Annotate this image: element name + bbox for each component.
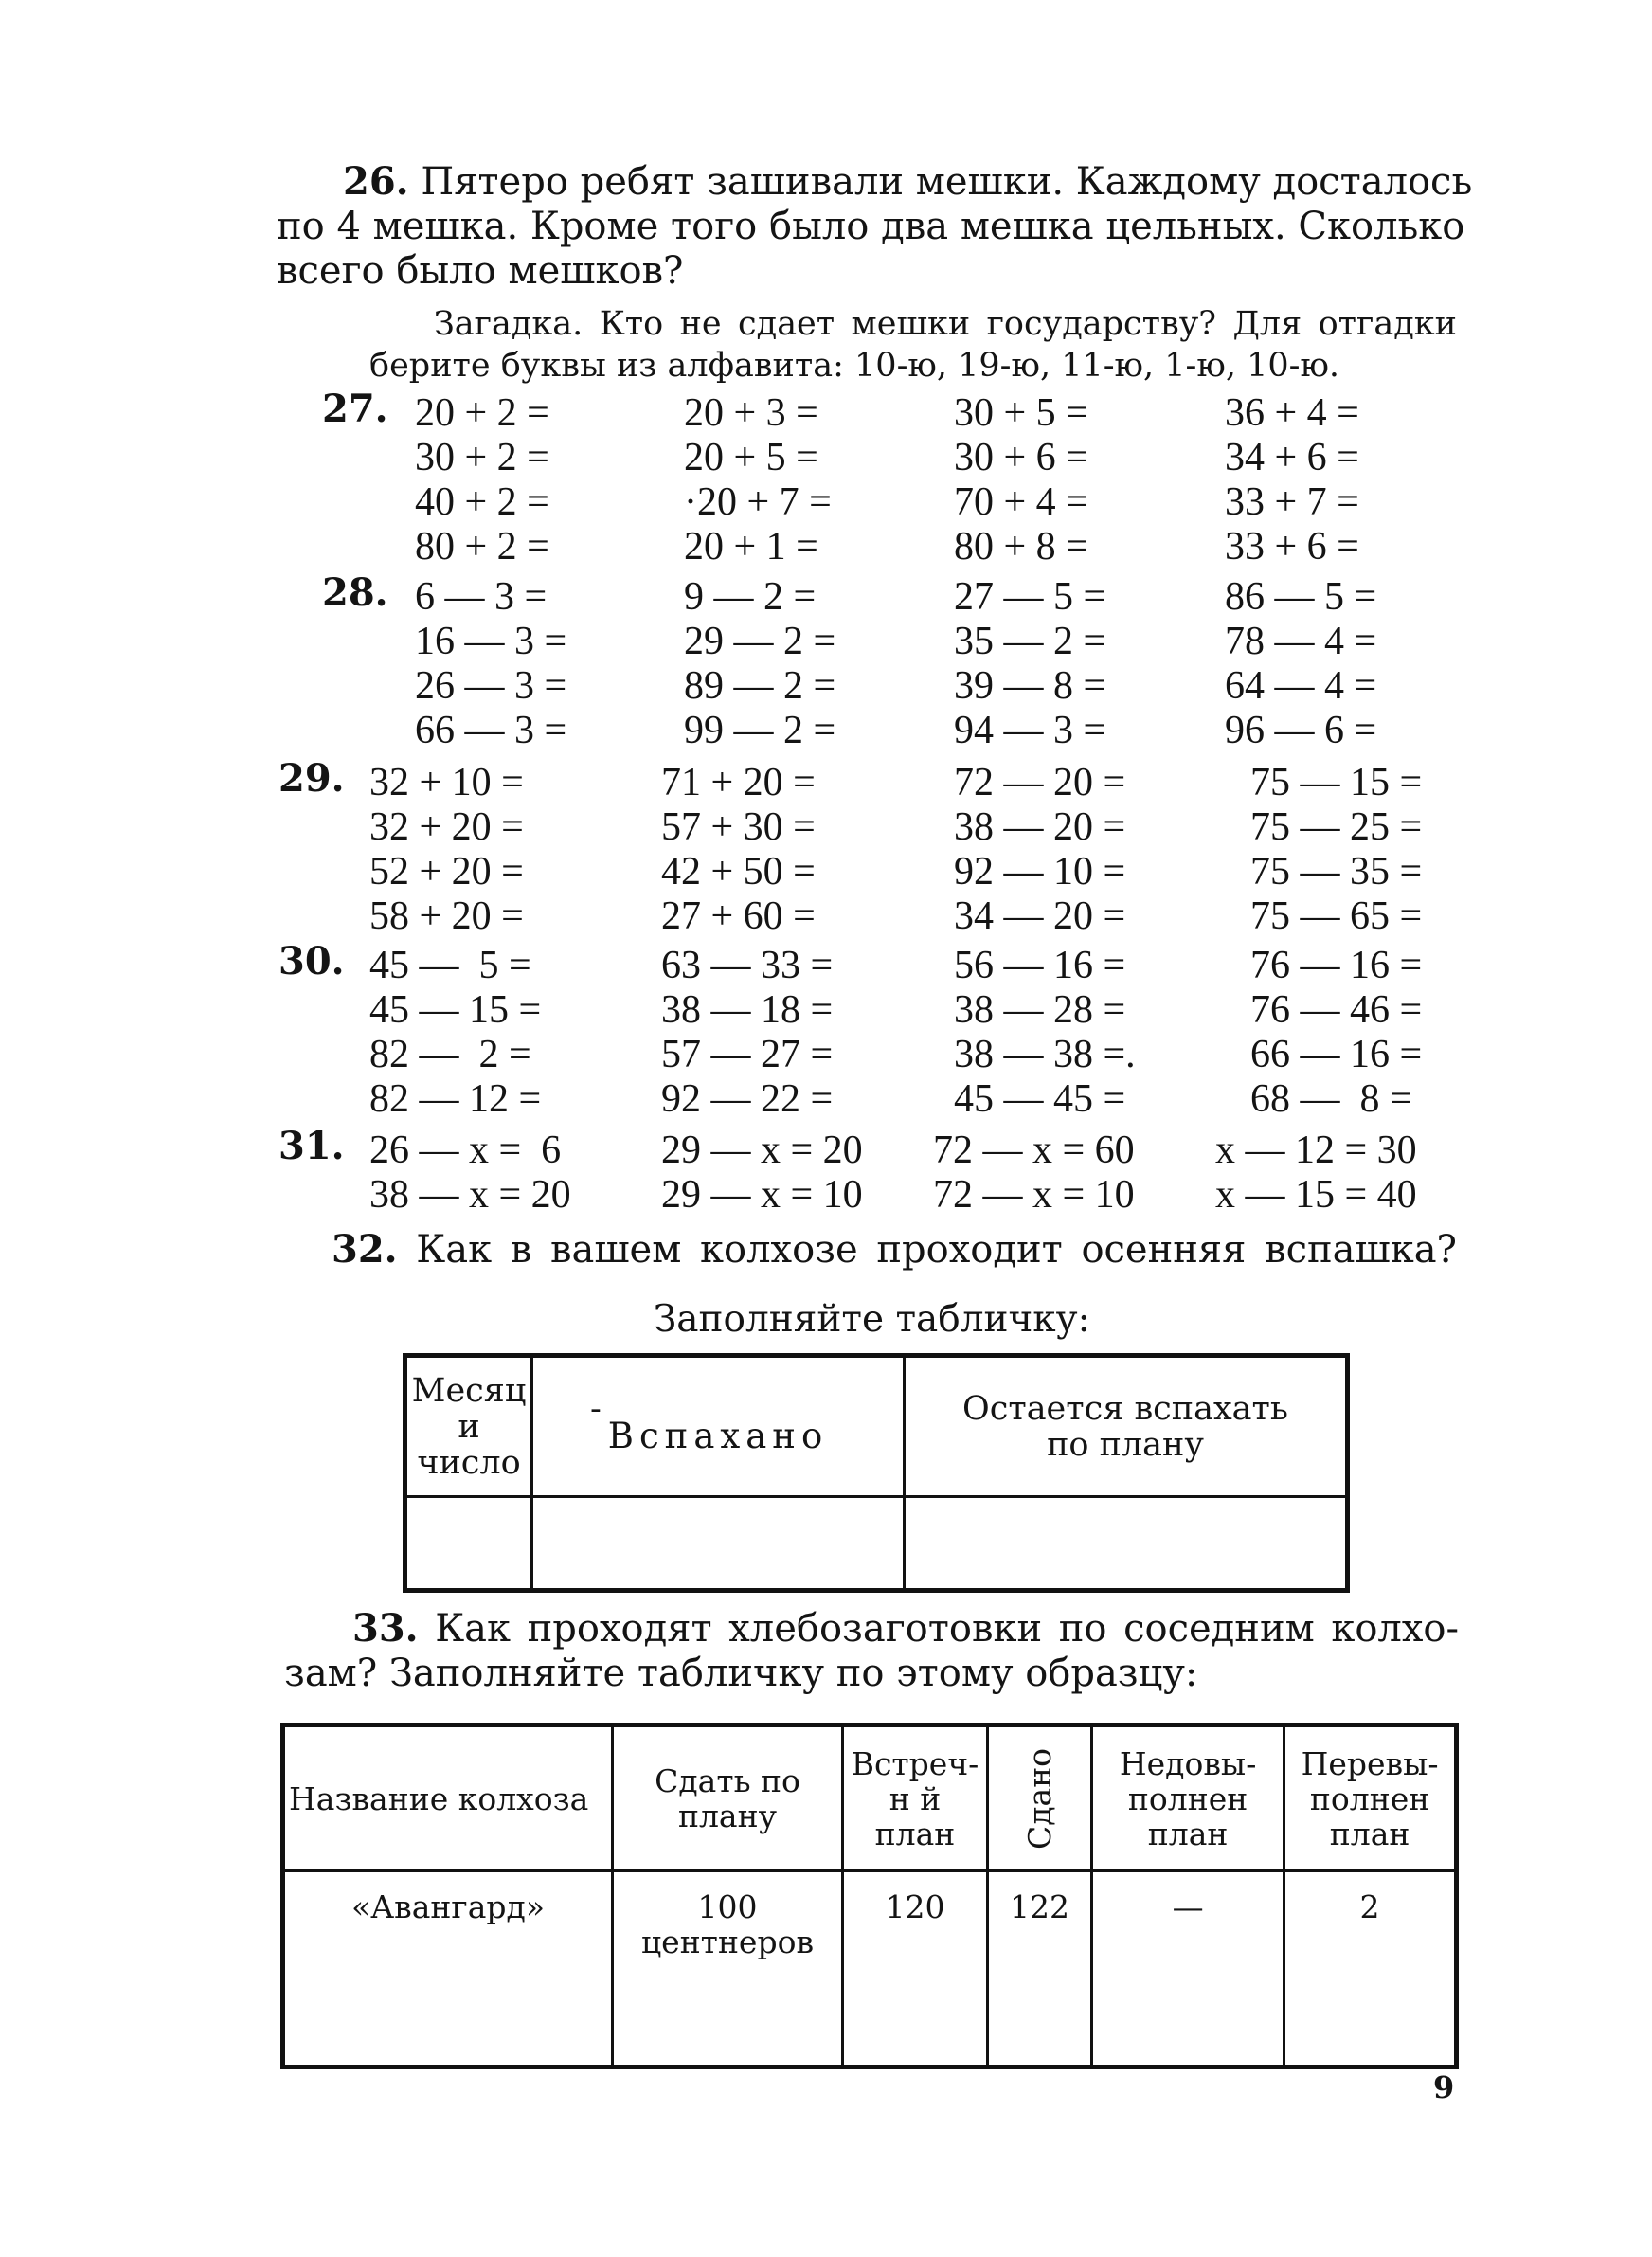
equation: x — 15 = 40 — [1215, 1173, 1417, 1217]
equation: 72 — 20 = — [954, 761, 1126, 804]
header-handed-in: Сдано — [988, 1725, 1092, 1871]
fill-table-label: Заполняйте табличку: — [654, 1298, 1090, 1341]
exercise-33-line-1: 33. Как проходят хлебозаготовки по соседним колхо- — [352, 1606, 1459, 1651]
exercise-number: 33. — [352, 1606, 419, 1651]
exercise-number: 26. — [343, 159, 409, 204]
exercise-32-line: 32. Как в вашем колхозе проходит осенняя вспашка? — [332, 1227, 1457, 1272]
equation: 26 — x = 6 — [369, 1128, 562, 1172]
equation: 66 — 3 = — [415, 709, 567, 752]
equation: 32 + 20 = — [369, 805, 524, 849]
equation: 36 + 4 = — [1225, 391, 1359, 435]
equation: 38 — 38 =. — [954, 1033, 1136, 1076]
equation: 72 — x = 10 — [933, 1173, 1135, 1217]
header-underfulfilled: Недовы- полнен план — [1092, 1725, 1284, 1871]
equation: 45 — 15 = — [369, 988, 542, 1032]
equation: 34 — 20 = — [954, 894, 1126, 938]
equation: 6 — 3 = — [415, 575, 548, 619]
header-overfulfilled: Перевы- полнен план — [1284, 1725, 1457, 1871]
equation: 27 + 60 = — [661, 894, 816, 938]
equation: 94 — 3 = — [954, 709, 1106, 752]
equation: 29 — 2 = — [684, 620, 836, 663]
exercise-number: 30. — [278, 939, 345, 984]
header-plan: Сдать по плану — [613, 1725, 843, 1871]
exercise-32 — [332, 1227, 1457, 1273]
equation: 82 — 2 = — [369, 1033, 531, 1076]
equation: 76 — 46 = — [1250, 988, 1423, 1032]
equation: 45 — 5 = — [369, 944, 531, 987]
exercise-number: 32. — [332, 1227, 398, 1272]
equation: 75 — 35 = — [1250, 850, 1423, 894]
equation: 56 — 16 = — [954, 944, 1126, 987]
table-row — [283, 1871, 1457, 2067]
exercise-33-line-2: зам? Заполняйте табличку по этому образцу: — [284, 1652, 1198, 1695]
exercise-26-line-3: всего было мешков? — [277, 249, 684, 293]
equation: 57 — 27 = — [661, 1033, 834, 1076]
exercise-26 — [277, 159, 1473, 294]
equation: 75 — 25 = — [1250, 805, 1423, 849]
equation: 38 — 18 = — [661, 988, 834, 1032]
equation: 92 — 10 = — [954, 850, 1126, 894]
cell-underfulfilled: — — [1092, 1871, 1284, 2067]
equation: 30 + 2 = — [415, 436, 549, 479]
equation: 82 — 12 = — [369, 1077, 542, 1121]
cell-counter-plan: 120 — [843, 1871, 988, 2067]
exercise-33 — [284, 1606, 1459, 1696]
equation: 96 — 6 = — [1225, 709, 1377, 752]
equation: 39 — 8 = — [954, 664, 1106, 708]
cell-kolkhoz-name: «Авангард» — [283, 1871, 613, 2067]
equation: 34 + 6 = — [1225, 436, 1359, 479]
exercise-number: 27. — [322, 387, 388, 431]
page-number: 9 — [1433, 2069, 1455, 2105]
ploughing-table — [403, 1353, 1350, 1593]
exercise-26-line-1: 26. Пятеро ребят зашивали мешки. Каждому досталось — [343, 159, 1473, 204]
equation: 71 + 20 = — [661, 761, 816, 804]
equation: 29 — x = 20 — [661, 1128, 863, 1172]
equation: 99 — 2 = — [684, 709, 836, 752]
empty-cell[interactable] — [405, 1497, 532, 1591]
header-kolkhoz-name: Название колхоза — [283, 1725, 613, 1871]
equation: 38 — x = 20 — [369, 1173, 571, 1217]
equation: 86 — 5 = — [1225, 575, 1377, 619]
empty-cell[interactable] — [905, 1497, 1348, 1591]
cell-handed-in: 122 — [988, 1871, 1092, 2067]
equation: 29 — x = 10 — [661, 1173, 863, 1217]
cell-plan: 100 центнеров — [613, 1871, 843, 2067]
header-ploughed: - Вспахано — [532, 1356, 905, 1497]
equation: 33 + 7 = — [1225, 480, 1359, 524]
riddle-line-1: Загадка. Кто не сдает мешки государству? Для отгадки — [434, 305, 1457, 343]
cell-overfulfilled: 2 — [1284, 1871, 1457, 2067]
exercise-number: 29. — [278, 756, 345, 801]
equation: 9 — 2 = — [684, 575, 817, 619]
equation: 38 — 28 = — [954, 988, 1126, 1032]
equation: 75 — 15 = — [1250, 761, 1423, 804]
grain-procurement-table — [280, 1723, 1459, 2069]
equation: 20 + 1 = — [684, 525, 818, 569]
equation: 68 — 8 = — [1250, 1077, 1412, 1121]
equation: 30 + 5 = — [954, 391, 1088, 435]
equation: 78 — 4 = — [1225, 620, 1377, 663]
equation: 26 — 3 = — [415, 664, 567, 708]
equation: 80 + 2 = — [415, 525, 549, 569]
header-counter-plan: Встреч- н й план — [843, 1725, 988, 1871]
equation: 57 + 30 = — [661, 805, 816, 849]
exercise-26-line-2: по 4 мешка. Кроме того было два мешка цельных. Сколько — [277, 205, 1465, 248]
equation: ·20 + 7 = — [684, 480, 832, 524]
equation: 27 — 5 = — [954, 575, 1106, 619]
equation: 89 — 2 = — [684, 664, 836, 708]
equation: 35 — 2 = — [954, 620, 1106, 663]
equation: 64 — 4 = — [1225, 664, 1377, 708]
equation: 30 + 6 = — [954, 436, 1088, 479]
equation: 38 — 20 = — [954, 805, 1126, 849]
equation: 70 + 4 = — [954, 480, 1088, 524]
riddle — [369, 303, 1457, 387]
equation: 52 + 20 = — [369, 850, 524, 894]
equation: 16 — 3 = — [415, 620, 567, 663]
equation: 76 — 16 = — [1250, 944, 1423, 987]
equation: 66 — 16 = — [1250, 1033, 1423, 1076]
header-remaining: Остается вспахать по плану — [905, 1356, 1348, 1497]
equation: 80 + 8 = — [954, 525, 1088, 569]
equation: 40 + 2 = — [415, 480, 549, 524]
equation: 20 + 3 = — [684, 391, 818, 435]
equation: 33 + 6 = — [1225, 525, 1359, 569]
equation: 63 — 33 = — [661, 944, 834, 987]
equation: 32 + 10 = — [369, 761, 524, 804]
equation: 42 + 50 = — [661, 850, 816, 894]
empty-cell[interactable] — [532, 1497, 905, 1591]
riddle-line-2: берите буквы из алфавита: 10-ю, 19-ю, 11-ю, 1-ю, 10-ю. — [369, 347, 1340, 385]
equation: 20 + 2 = — [415, 391, 549, 435]
equation: x — 12 = 30 — [1215, 1128, 1417, 1172]
equation: 20 + 5 = — [684, 436, 818, 479]
exercise-number: 28. — [322, 570, 388, 615]
exercise-number: 31. — [278, 1124, 345, 1168]
equation: 58 + 20 = — [369, 894, 524, 938]
equation: 45 — 45 = — [954, 1077, 1126, 1121]
equation: 75 — 65 = — [1250, 894, 1423, 938]
header-month-date: Месяц и число — [405, 1356, 532, 1497]
equation: 72 — x = 60 — [933, 1128, 1135, 1172]
equation: 92 — 22 = — [661, 1077, 834, 1121]
